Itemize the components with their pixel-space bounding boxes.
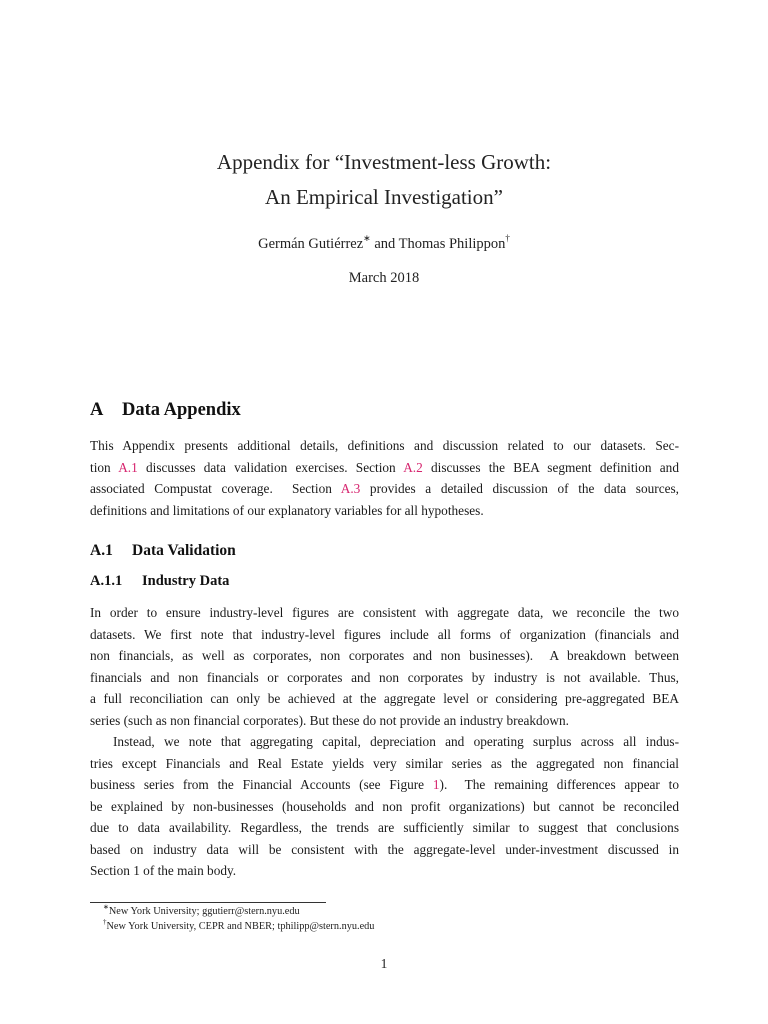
text-run: ). The remaining differences appear to (439, 777, 679, 792)
text-run: tries except Financials and Real Estate yields very similar series as the aggregated non financial (90, 755, 679, 771)
footnote-rule (90, 902, 326, 903)
section-title: Data Appendix (122, 400, 241, 420)
text-run: business series from the Financial Accounts (see Figure (90, 777, 433, 792)
text-line (90, 457, 679, 479)
text-run: non financials, as well as corporates, non corporates and non businesses). A breakdown between (90, 648, 679, 663)
intro-paragraph (90, 435, 679, 521)
author-conjunction: and (370, 236, 399, 252)
text-line (90, 839, 679, 861)
text-run: financials and non financials or corporates and non corporates by industry is not available. Thus, (90, 669, 679, 685)
author-name: Thomas Philippon (398, 236, 506, 252)
body-paragraph-2 (90, 731, 679, 882)
footnote-2 (103, 917, 375, 934)
text-line (90, 774, 679, 796)
author-line (0, 233, 768, 253)
text-run: provides a detailed discussion of the data sources, (360, 481, 679, 496)
text-line (90, 731, 679, 753)
text-line (90, 796, 679, 818)
paper-title-line-2: An Empirical Investigation” (265, 185, 503, 209)
text-line (90, 478, 679, 500)
author-footnote-mark: † (505, 233, 510, 244)
text-line (90, 753, 679, 775)
footnote-1 (103, 902, 300, 919)
footnote-text: New York University; ggutierr@stern.nyu.edu (108, 906, 300, 917)
author-footnote-mark: ∗ (363, 233, 371, 244)
text-line (90, 602, 679, 624)
body-paragraph-1 (90, 602, 679, 731)
footnote-mark: † (103, 917, 107, 926)
author-name: Germán Gutiérrez (258, 236, 364, 252)
text-run: In order to ensure industry-level figures are consistent with aggregate data, we reconcile the two (90, 605, 679, 620)
page-number: 1 (380, 956, 388, 971)
text-run: due to data availability. Regardless, the trends are sufficiently similar to suggest that conclusions (90, 820, 679, 835)
text-line (90, 860, 679, 882)
text-line (90, 688, 679, 710)
paper-date: March 2018 (348, 270, 420, 286)
subsubsection-number: A.1.1 (90, 573, 123, 589)
text-run: definitions and limitations of our explanatory variables for all hypotheses. (90, 502, 484, 518)
cross-reference-link[interactable]: A.1 (118, 459, 138, 475)
text-line (90, 435, 679, 457)
text-line (90, 710, 679, 732)
text-run: discusses data validation exercises. Section (137, 459, 404, 475)
subsection-heading (90, 542, 236, 560)
text-line (90, 645, 679, 667)
text-line (90, 817, 679, 839)
section-heading (90, 400, 241, 421)
text-run: a full reconciliation can only be achieved at the aggregate level or considering pre-aggregated BEA (90, 691, 679, 706)
text-run: be explained by non-businesses (households and non profit organizations) but cannot be reconciled (90, 798, 679, 814)
text-run: tion (90, 459, 119, 475)
text-run: series (such as non financial corporates). But these do not provide an industry breakdown. (90, 712, 569, 728)
text-run: discusses the BEA segment definition and (422, 459, 679, 475)
footnote-text: New York University, CEPR and NBER; tphilipp@stern.nyu.edu (106, 921, 375, 932)
section-number: A (90, 400, 104, 420)
subsection-title: Data Validation (132, 542, 236, 559)
text-line (90, 500, 679, 522)
subsubsection-title: Industry Data (142, 573, 230, 589)
text-run: datasets. We first note that industry-level figures include all forms of organization (financials and (90, 626, 679, 642)
text-run: Section 1 of the main body. (90, 863, 237, 878)
footnote-mark: ∗ (103, 902, 109, 911)
subsection-number: A.1 (90, 542, 113, 559)
text-line (90, 667, 679, 689)
text-run: Instead, we note that aggregating capital, depreciation and operating surplus across all indus- (113, 734, 679, 749)
text-run: This Appendix presents additional details, definitions and discussion related to our datasets. Sec- (90, 438, 679, 453)
text-run: based on industry data will be consistent with the aggregate-level under-investment discussed in (90, 841, 679, 857)
paper-title-line-1: Appendix for “Investment-less Growth: (216, 150, 552, 174)
subsubsection-heading (90, 573, 229, 590)
text-line (90, 624, 679, 646)
cross-reference-link[interactable]: A.2 (403, 459, 423, 475)
text-run: associated Compustat coverage. Section (90, 481, 341, 496)
cross-reference-link[interactable]: 1 (432, 777, 440, 792)
cross-reference-link[interactable]: A.3 (340, 481, 361, 496)
